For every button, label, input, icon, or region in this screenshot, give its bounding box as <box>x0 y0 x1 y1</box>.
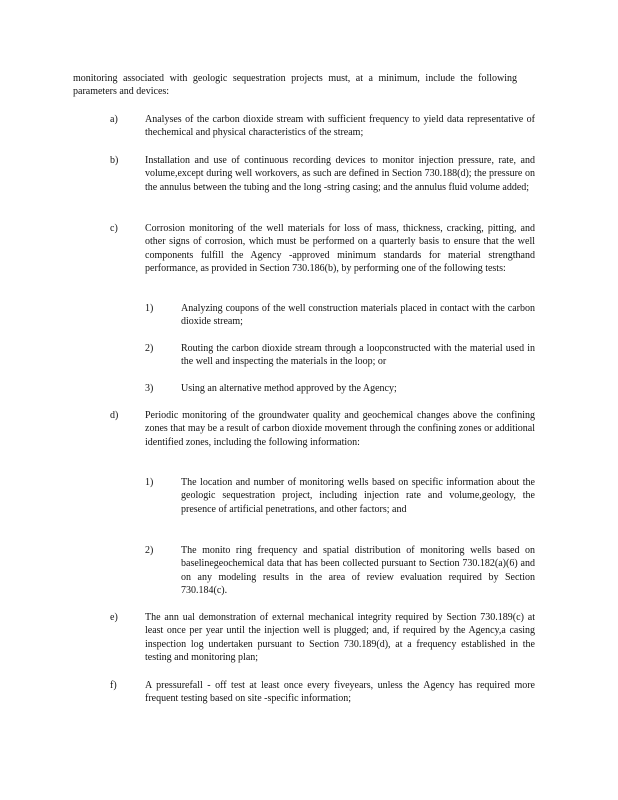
item-marker: b) <box>110 155 119 166</box>
sub-item-text: The monito ring frequency and spatial distribution of monitoring wells based on baselinegeochemical data that has been collected pursuant to Section 730.182(a)(6) and on any modeling results in the area of review evaluation required by Section 730.184(c). <box>181 545 535 597</box>
sub-item-text: The location and number of monitoring wells based on specific information about the geologic sequestration project, including injection rate and volume,geology, the presence of artificial penetrations, and other factors; and <box>181 477 535 515</box>
item-marker: c) <box>110 223 118 234</box>
item-marker: f) <box>110 680 117 691</box>
item-text: A pressurefall - off test at least once every fiveyears, unless the Agency has required more frequent testing based on site -specific information; <box>145 680 535 705</box>
sub-item-marker: 1) <box>145 303 154 314</box>
item-text: Periodic monitoring of the groundwater quality and geochemical changes above the confining zones that may be a result of carbon dioxide movement through the confining zones or additional identified zones, including the following information: <box>145 410 535 448</box>
item-marker: e) <box>110 612 118 623</box>
item-marker: d) <box>110 410 119 421</box>
sub-item-marker: 2) <box>145 545 154 556</box>
sub-item-marker: 2) <box>145 343 154 354</box>
item-marker: a) <box>110 114 118 125</box>
sub-item-text: Analyzing coupons of the well construction materials placed in contact with the carbon dioxide stream; <box>181 303 535 328</box>
intro-paragraph: monitoring associated with geologic sequestration projects must, at a minimum, include the following parameters and devices: <box>73 73 517 98</box>
sub-item-marker: 3) <box>145 383 154 394</box>
sub-item-marker: 1) <box>145 477 154 488</box>
sub-item-text: Routing the carbon dioxide stream through a loopconstructed with the material used in the well and inspecting the materials in the loop; or <box>181 343 535 368</box>
item-text: The ann ual demonstration of external mechanical integrity required by Section 730.189(c) at least once per year until the injection well is plugged; and, if required by the Agency,a casing inspection log undertaken pursuant to Section 730.189(d), at a frequency established in the testing and monitoring plan; <box>145 612 535 664</box>
item-text: Corrosion monitoring of the well materials for loss of mass, thickness, cracking, pitting, and other signs of corrosion, which must be performed on a quarterly basis to ensure that the well components fulfill the Agency -approved minimum standards for material strengthand performance, as provided in Section 730.186(b), by performing one of the following tests: <box>145 223 535 275</box>
sub-item-text: Using an alternative method approved by the Agency; <box>181 383 397 394</box>
item-text: Installation and use of continuous recording devices to monitor injection pressure, rate, and volume,except during well workovers, as such are defined in Section 730.188(d); the pressure on the annulus between the tubing and the long -string casing; and the annulus fluid volume added; <box>145 155 535 193</box>
item-text: Analyses of the carbon dioxide stream with sufficient frequency to yield data representative of thechemical and physical characteristics of the stream; <box>145 114 535 139</box>
